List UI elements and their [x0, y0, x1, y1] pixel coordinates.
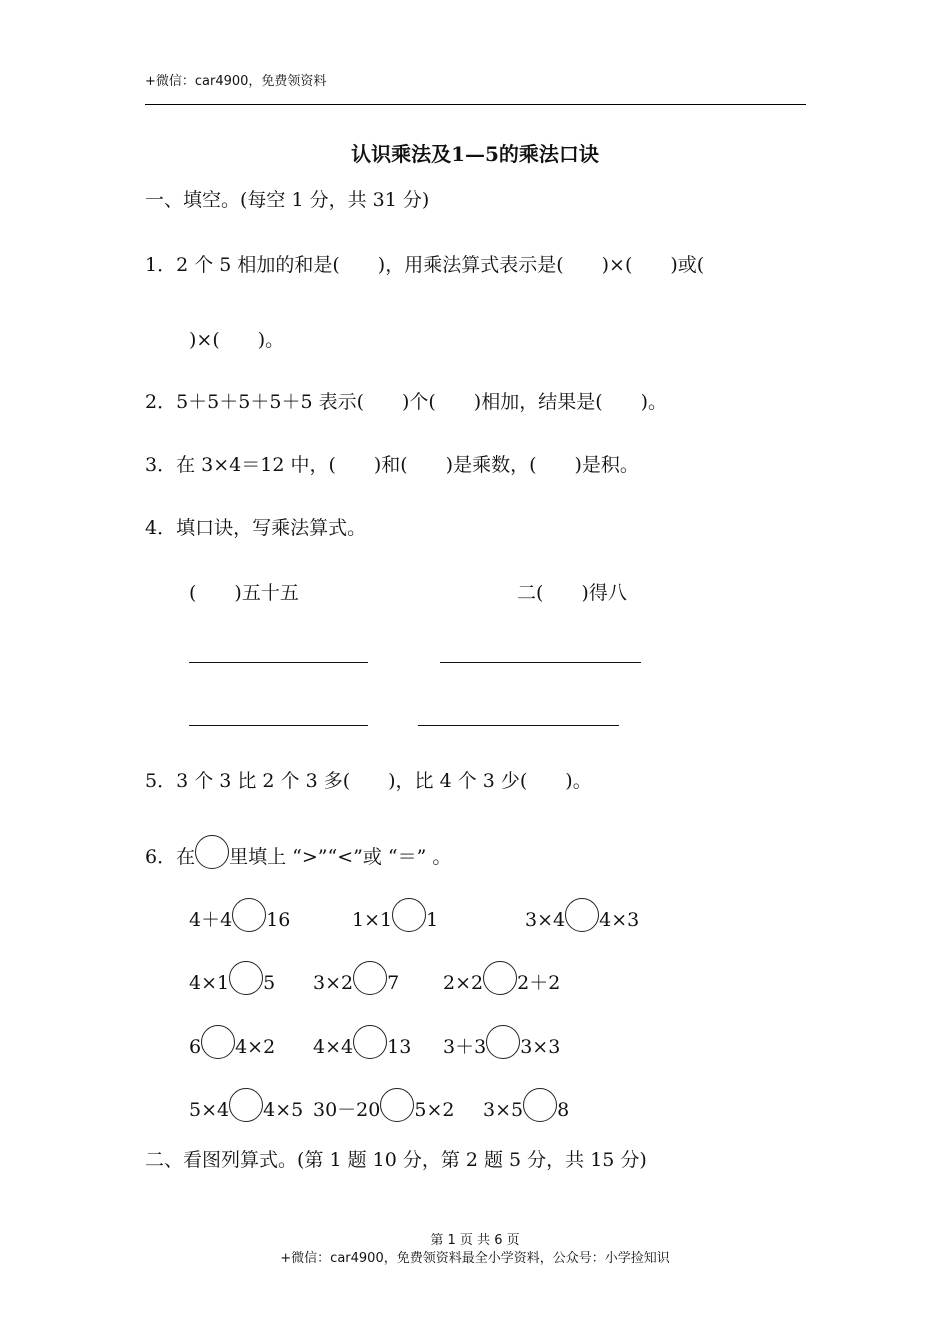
question-1-line-2: )×( )。	[189, 329, 285, 351]
mnemonic-right-text: )得八	[581, 582, 627, 604]
answer-line	[418, 725, 619, 726]
footer-note: +微信：car4900，免费领资料最全小学资料，公众号：小学捡知识	[280, 1251, 670, 1266]
question-6-prefix: 6．在	[145, 846, 196, 868]
compare-item: 3×2 7	[313, 961, 399, 995]
compare-circle-icon	[229, 1088, 263, 1122]
compare-circle-icon	[486, 1025, 520, 1059]
page-title: 认识乘法及1—5的乘法口诀	[351, 142, 599, 166]
page-number: 第 1 页 共 6 页	[430, 1233, 520, 1248]
compare-circle-icon	[392, 898, 426, 932]
mnemonic-left-text: )五十五	[234, 582, 299, 604]
compare-circle-icon	[201, 1025, 235, 1059]
compare-circle-icon	[232, 898, 266, 932]
compare-circle-icon	[195, 835, 229, 869]
question-2: 2．5＋5＋5＋5＋5 表示( )个( )相加，结果是( )。	[145, 391, 668, 413]
header-divider	[145, 104, 806, 105]
question-5: 5．3 个 3 比 2 个 3 多( )，比 4 个 3 少( )。	[145, 770, 592, 792]
compare-item: 1×1 1	[352, 898, 438, 932]
compare-circle-icon	[523, 1088, 557, 1122]
compare-item: 5×4 4×5	[189, 1088, 303, 1122]
question-6	[145, 835, 451, 869]
compare-item: 3＋3 3×3	[443, 1025, 560, 1059]
compare-item: 3×4 4×3	[525, 898, 639, 932]
compare-circle-icon	[229, 961, 263, 995]
compare-item: 3×5 8	[483, 1088, 569, 1122]
page-header: +微信：car4900，免费领资料	[145, 74, 327, 89]
mnemonic-left	[189, 581, 299, 605]
question-1-line-1: 1．2 个 5 相加的和是( )，用乘法算式表示是( )×( )或(	[145, 254, 705, 276]
answer-line	[440, 662, 641, 663]
compare-item: 4×1 5	[189, 961, 275, 995]
compare-item: 4＋4 16	[189, 898, 290, 932]
question-3: 3．在 3×4＝12 中，( )和( )是乘数，( )是积。	[145, 454, 639, 476]
compare-circle-icon	[353, 1025, 387, 1059]
answer-line	[189, 662, 368, 663]
section-2-heading: 二、看图列算式。(第 1 题 10 分，第 2 题 5 分，共 15 分)	[145, 1149, 647, 1171]
mnemonic-left-open: (	[189, 582, 197, 604]
mnemonic-right-prefix: 二(	[517, 582, 544, 604]
question-4: 4．填口诀，写乘法算式。	[145, 517, 367, 539]
compare-item: 6 4×2	[189, 1025, 275, 1059]
compare-circle-icon	[353, 961, 387, 995]
question-6-suffix: 里填上 “>”“<”或 “＝” 。	[229, 846, 452, 868]
compare-item: 30－20 5×2	[313, 1088, 454, 1122]
compare-circle-icon	[483, 961, 517, 995]
compare-item: 2×2 2＋2	[443, 961, 560, 995]
compare-circle-icon	[380, 1088, 414, 1122]
answer-line	[189, 725, 368, 726]
compare-item: 4×4 13	[313, 1025, 411, 1059]
section-1-heading: 一、填空。(每空 1 分，共 31 分)	[145, 189, 430, 211]
mnemonic-right	[517, 581, 627, 605]
compare-circle-icon	[565, 898, 599, 932]
